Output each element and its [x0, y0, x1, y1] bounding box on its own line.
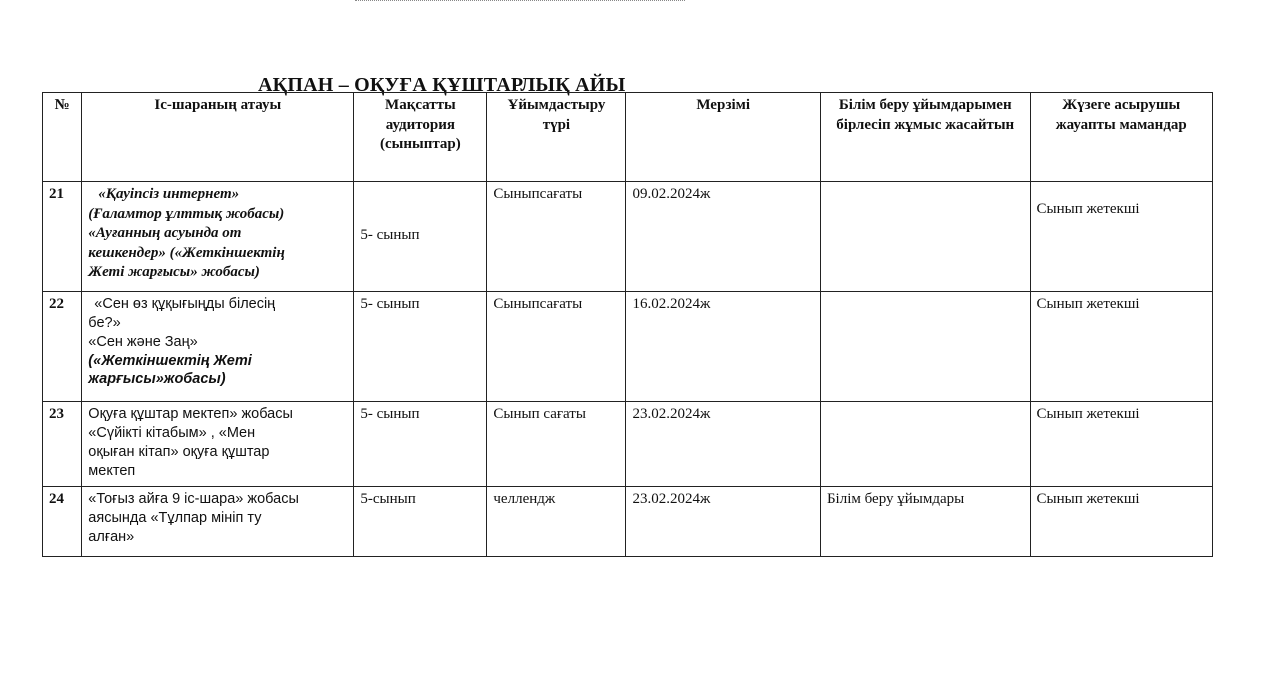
form-cell: челлендж	[487, 487, 626, 557]
partners-cell	[820, 402, 1030, 487]
scan-artifact-line	[355, 0, 685, 4]
page-title: АҚПАН – ОҚУҒА ҚҰШТАРЛЫҚ АЙЫ	[258, 74, 626, 96]
event-name-cell	[82, 292, 354, 402]
form-cell: Сыныпсағаты	[487, 182, 626, 292]
form-cell: Сынып сағаты	[487, 402, 626, 487]
event-name-cell	[82, 182, 354, 292]
table-row	[43, 402, 1213, 487]
audience-cell: 5- сынып	[354, 182, 487, 292]
row-number: 22	[43, 292, 82, 402]
header-partners: Білім беру ұйымдарымен бірлесіп жұмыс жасайтын	[820, 93, 1030, 182]
row-number: 24	[43, 487, 82, 557]
responsible-cell: Сынып жетекші	[1030, 292, 1212, 402]
event-name-line: (Ғаламтор ұлттық жобасы)	[88, 205, 285, 222]
events-table	[42, 92, 1213, 557]
event-name-line: алған»	[88, 528, 135, 545]
header-date: Мерзімі	[626, 93, 820, 182]
event-name-line: «Ауғанның асуында от	[88, 225, 242, 241]
event-name-line: оқыған кітап» оқуға құштар	[88, 443, 270, 460]
date-cell: 23.02.2024ж	[626, 402, 820, 487]
event-name-line: кешкендер» («Жеткіншектің	[88, 244, 285, 261]
event-name-line: «Тоғыз айға 9 іс-шара» жобасы	[88, 491, 299, 507]
date-cell: 16.02.2024ж	[626, 292, 820, 402]
audience-cell: 5-сынып	[354, 487, 487, 557]
responsible-cell: Сынып жетекші	[1030, 487, 1212, 557]
header-name: Іс-шараның атауы	[82, 93, 354, 182]
event-name-line: Жеті жарғысы» жобасы)	[88, 264, 260, 280]
audience-cell: 5- сынып	[354, 402, 487, 487]
event-name-line: «Қауіпсіз интернет»	[98, 186, 240, 202]
responsible-cell: Сынып жетекші	[1030, 182, 1212, 292]
partners-cell	[820, 182, 1030, 292]
event-name-line: мектеп	[88, 462, 136, 479]
header-audience: Мақсатты аудитория (сыныптар)	[354, 93, 487, 182]
responsible-cell: Сынып жетекші	[1030, 402, 1212, 487]
event-name-cell	[82, 402, 354, 487]
table-row	[43, 292, 1213, 402]
header-num: №	[43, 93, 82, 182]
date-cell: 23.02.2024ж	[626, 487, 820, 557]
event-name-line: аясында «Тұлпар мініп ту	[88, 509, 262, 526]
date-cell: 09.02.2024ж	[626, 182, 820, 292]
audience-cell: 5- сынып	[354, 292, 487, 402]
form-cell: Сыныпсағаты	[487, 292, 626, 402]
row-number: 23	[43, 402, 82, 487]
event-name-line: бе?»	[88, 314, 121, 331]
partners-cell	[820, 292, 1030, 402]
event-name-line: («Жеткіншектің Жеті	[88, 352, 252, 369]
table-header-row	[43, 93, 1213, 182]
event-name-line: «Сүйікті кітабым» , «Мен	[88, 424, 256, 441]
header-responsible: Жүзеге асырушы жауапты мамандар	[1030, 93, 1212, 182]
event-name-line: Оқуға құштар мектеп» жобасы	[88, 406, 293, 422]
event-name-line: «Сен және Заң»	[88, 333, 198, 350]
partners-cell: Білім беру ұйымдары	[820, 487, 1030, 557]
event-name-cell	[82, 487, 354, 557]
event-name-line: жарғысы»жобасы)	[88, 371, 226, 388]
table-row	[43, 182, 1213, 292]
table-row	[43, 487, 1213, 557]
row-number: 21	[43, 182, 82, 292]
header-form: Ұйымдастыру түрі	[487, 93, 626, 182]
event-name-line: «Сен өз құқығыңды білесің	[94, 296, 276, 312]
